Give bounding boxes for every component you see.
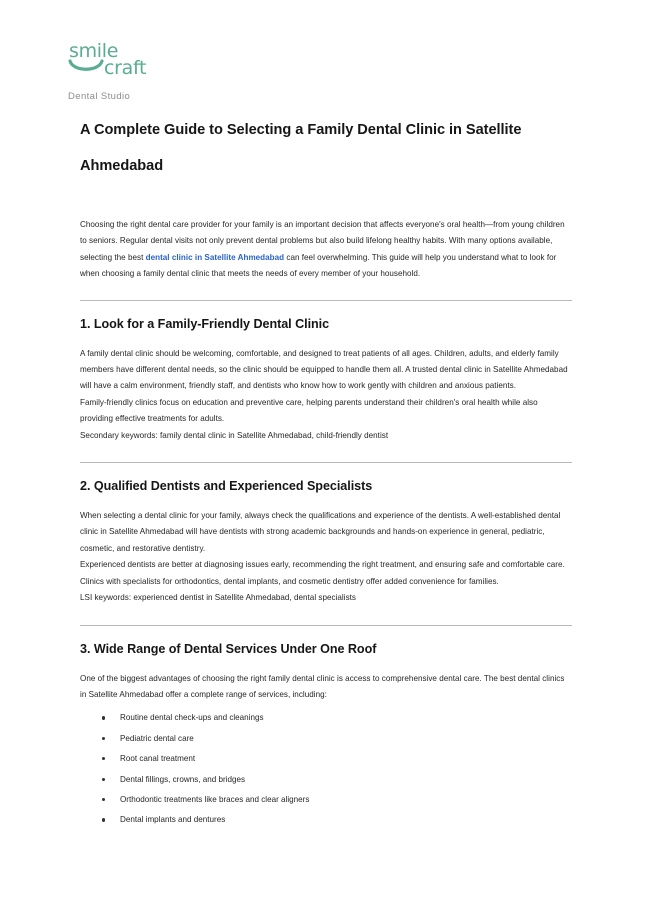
bullet-icon: [102, 818, 105, 821]
list-item: [80, 749, 572, 769]
section-2-paragraph-2: Experienced dentists are better at diagnosing issues early, recommending the right treatment, and ensuring safe and comfortable care. Clinics with specialists for orthodontics, dental implants, and cosmetic dentistry offer added convenience for families.: [80, 560, 565, 586]
list-item-label: Routine dental check-ups and cleanings: [120, 713, 264, 723]
list-item: [80, 708, 572, 728]
intro-text-after-link: can feel overwhelming. This guide will help you understand what to look for when choosing a family dental clinic that meets the needs of every member of your household.: [80, 252, 557, 279]
intro-text-before-link: Choosing the right dental care provider for your family is an important decision that affects everyone's oral health—from young children to seniors. Regular dental visits not only prevent dental problems but also build lifelong healthy habits. With many options available, selecting the best: [80, 220, 565, 262]
list-item: [80, 770, 572, 790]
list-item: [80, 729, 572, 749]
brand-logo: [68, 42, 288, 102]
list-item-label: Pediatric dental care: [120, 733, 194, 743]
list-item-label: Root canal treatment: [120, 754, 196, 764]
bullet-icon: [102, 757, 105, 760]
brand-tagline: Dental Studio: [68, 91, 131, 102]
bullet-icon: [102, 778, 105, 781]
section-heading-1: 1. Look for a Family-Friendly Dental Clinic: [80, 316, 330, 331]
logo-word-smile: smile: [69, 40, 119, 62]
intro-paragraph: [80, 217, 572, 283]
section-heading-2: 2. Qualified Dentists and Experienced Specialists: [80, 479, 373, 494]
dental-clinic-link[interactable]: dental clinic in Satellite Ahmedabad: [145, 252, 285, 262]
section-1-paragraph-2: Family-friendly clinics focus on education and preventive care, helping parents understand their children's oral health while also providing effective treatments for adults.: [80, 397, 538, 424]
section-2-paragraph-1: When selecting a dental clinic for your family, always check the qualifications and experience of the dentists. A well-established dental clinic in Satellite Ahmedabad will have dentists with strong academic backgrounds and hands-on experience in general, pediatric, cosmetic, and restorative dentistry.: [80, 511, 561, 553]
bullet-icon: [102, 798, 105, 801]
logo-word-craft: craft: [104, 57, 147, 79]
section-2-keywords: LSI keywords: experienced dentist in Satellite Ahmedabad, dental specialists: [80, 593, 356, 603]
logo-mark: [68, 42, 178, 86]
section-3-paragraph-1: One of the biggest advantages of choosing the right family dental clinic is access to comprehensive dental care. The best dental clinics in Satellite Ahmedabad offer a complete range of services, including:: [80, 673, 565, 699]
bullet-icon: [102, 737, 105, 740]
list-item-label: Dental implants and dentures: [120, 815, 226, 825]
list-item: [80, 810, 572, 830]
list-item: [80, 790, 572, 810]
bullet-icon: [102, 716, 105, 719]
list-item-label: Dental fillings, crowns, and bridges: [120, 774, 246, 784]
page-title: A Complete Guide to Selecting a Family Dental Clinic in Satellite Ahmedabad: [80, 122, 522, 174]
smile-curve-icon: [68, 59, 104, 75]
section-heading-3: 3. Wide Range of Dental Services Under One Roof: [80, 641, 377, 656]
services-list: [80, 708, 572, 830]
document-body: [80, 112, 572, 831]
section-1-paragraph-1: A family dental clinic should be welcoming, comfortable, and designed to treat patients of all ages. Children, adults, and elderly family members have different dental needs, so the clinic should be equipped to handle them all. A trusted dental clinic in Satellite Ahmedabad will have a calm environment, friendly staff, and dentists who know how to work gently with children and anxious patients.: [80, 348, 568, 391]
section-1-keywords: Secondary keywords: family dental clinic in Satellite Ahmedabad, child-friendly dentist: [80, 430, 389, 440]
list-item-label: Orthodontic treatments like braces and clear aligners: [120, 794, 310, 804]
